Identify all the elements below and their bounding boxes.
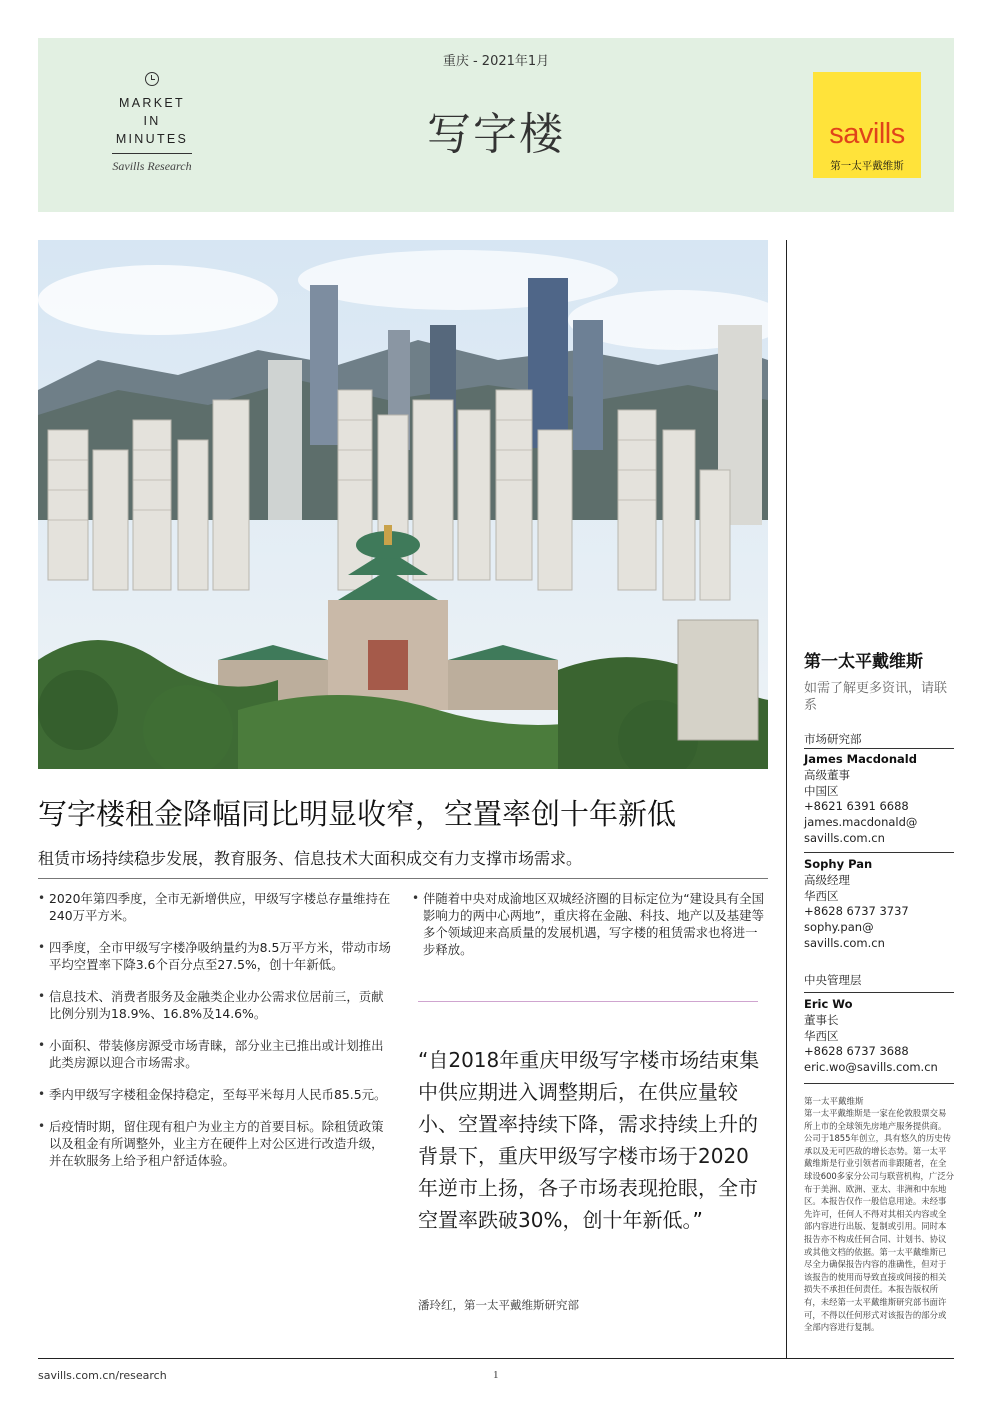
contact-name: Eric Wo — [804, 997, 853, 1011]
contact-region: 华西区 — [804, 1028, 839, 1043]
contact-name: James Macdonald — [804, 752, 917, 766]
contact-region: 中国区 — [804, 783, 839, 798]
contact-region: 华西区 — [804, 888, 839, 903]
disclaimer-text: 第一太平戴维斯是一家在伦敦股票交易所上市的全球领先房地产服务提供商。公司于1855年创立，具有悠久的历史传承以及无可匹敌的增长态势。第一太平戴维斯是行业引领者而非跟随者，在全球设600多家分公司与联营机构，广泛分布于美洲、欧洲、亚太、非洲和中东地区。本报告仅作一般信息用途。未经事先许可，任何人不得对其相关内容或全部内容进行出版、复制或引用。同时本报告亦不构成任何合同、计划书、协议或其他文档的依据。第一太平戴维斯已尽全力确保报告内容的准确性，但对于该报告的使用而导致直接或间接的相关损失不承担任何责任。本报告版权所有，未经第一太平戴维斯研究部书面许可，不得以任何形式对该报告的部分或全部内容进行复制。 — [804, 1108, 954, 1333]
contact-phone: +8628 6737 3688 — [804, 1044, 909, 1059]
dept-management-rule — [804, 992, 954, 993]
key-point: • 四季度，全市甲级写字楼净吸纳量约为8.5万平方米，带动市场平均空置率下降3.6个百分点至27.5%，创十年新低。 — [38, 939, 394, 973]
series-line-1: MARKET — [119, 96, 185, 110]
dept-research-label: 市场研究部 — [804, 732, 862, 746]
city-skyline-photo — [38, 240, 768, 769]
disclaimer-title: 第一太平戴维斯 — [804, 1097, 864, 1107]
contact-separator — [804, 852, 954, 853]
headline-divider — [38, 878, 768, 879]
sidebar-contact-invite: 如需了解更多资讯，请联系 — [804, 681, 948, 713]
dept-research-rule — [804, 748, 954, 749]
key-point: • 2020年第四季度，全市无新增供应，甲级写字楼总存量维持在240万平方米。 — [38, 890, 394, 924]
key-point: • 伴随着中央对成渝地区双城经济圈的目标定位为“建设具有全国影响力的两中心两地”，重庆将在金融、科技、地产以及基建等多个领域迎来高质量的发展机遇，写字楼的租赁需求也将进一步释放。 — [412, 890, 768, 958]
key-points-right — [412, 890, 768, 973]
contact-eric-wo — [804, 997, 954, 1076]
contact-email[interactable]: sophy.pan@ — [804, 920, 874, 935]
report-header — [38, 38, 954, 212]
contact-name: Sophy Pan — [804, 857, 873, 871]
logo-brand-text: savills — [829, 118, 905, 150]
footer-rule — [38, 1358, 954, 1359]
contact-phone: +8621 6391 6688 — [804, 799, 909, 814]
key-points-left — [38, 890, 394, 1184]
key-point: • 季内甲级写字楼租金保持稳定，至每平米每月人民币85.5元。 — [38, 1086, 394, 1103]
clock-icon — [145, 72, 159, 86]
article-headline: 写字楼租金降幅同比明显收窄，空置率创十年新低 — [38, 797, 677, 831]
savills-logo — [813, 72, 921, 178]
contact-title: 高级经理 — [804, 872, 850, 887]
column-divider — [786, 240, 787, 1358]
key-point: • 后疫情时期，留住现有租户为业主方的首要目标。除租赁政策以及租金有所调整外，业主方在硬件上对公区进行改造升级，并在软服务上给予租户舒适体验。 — [38, 1118, 394, 1169]
logo-chinese-name: 第一太平戴维斯 — [830, 160, 904, 172]
contact-email[interactable]: james.macdonald@ — [804, 815, 918, 830]
disclaimer-rule — [804, 1083, 954, 1084]
report-date: 重庆 - 2021年1月 — [442, 54, 550, 69]
contact-email-domain[interactable]: savills.com.cn — [804, 935, 885, 950]
series-line-2: IN — [143, 114, 161, 128]
contact-phone: +8628 6737 3737 — [804, 904, 909, 919]
quote-attribution: 潘玲红，第一太平戴维斯研究部 — [418, 1298, 579, 1312]
contact-email-domain[interactable]: savills.com.cn — [804, 830, 885, 845]
contact-james-macdonald — [804, 752, 954, 847]
page-number: 1 — [493, 1369, 499, 1381]
series-subtitle: Savills Research — [112, 159, 192, 173]
contact-email[interactable]: eric.wo@savills.com.cn — [804, 1060, 938, 1075]
report-title: 写字楼 — [427, 109, 565, 160]
contact-title: 董事长 — [804, 1012, 839, 1027]
key-point: • 小面积、带装修房源受市场青睐，部分业主已推出或计划推出此类房源以迎合市场需求。 — [38, 1037, 394, 1071]
quote-divider — [418, 1001, 758, 1002]
contact-sophy-pan — [804, 857, 954, 952]
contact-title: 高级董事 — [804, 767, 850, 782]
key-point: • 信息技术、消费者服务及金融类企业办公需求位居前三，贡献比例分别为18.9%、16.8%及14.6%。 — [38, 988, 394, 1022]
article-subhead: 租赁市场持续稳步发展，教育服务、信息技术大面积成交有力支撑市场需求。 — [38, 849, 583, 868]
footer-url[interactable]: savills.com.cn/research — [38, 1369, 167, 1382]
dept-management-label: 中央管理层 — [804, 973, 862, 987]
series-line-3: MINUTES — [115, 132, 189, 146]
pull-quote: “自2018年重庆甲级写字楼市场结束集中供应期进入调整期后，在供应量较小、空置率持续下降，需求持续上升的背景下，重庆甲级写字楼市场于2020年逆市上扬，各子市场表现抢眼，全市空置率跌破30%，创十年新低。” — [418, 1048, 760, 1232]
sidebar-company-name: 第一太平戴维斯 — [804, 652, 923, 672]
